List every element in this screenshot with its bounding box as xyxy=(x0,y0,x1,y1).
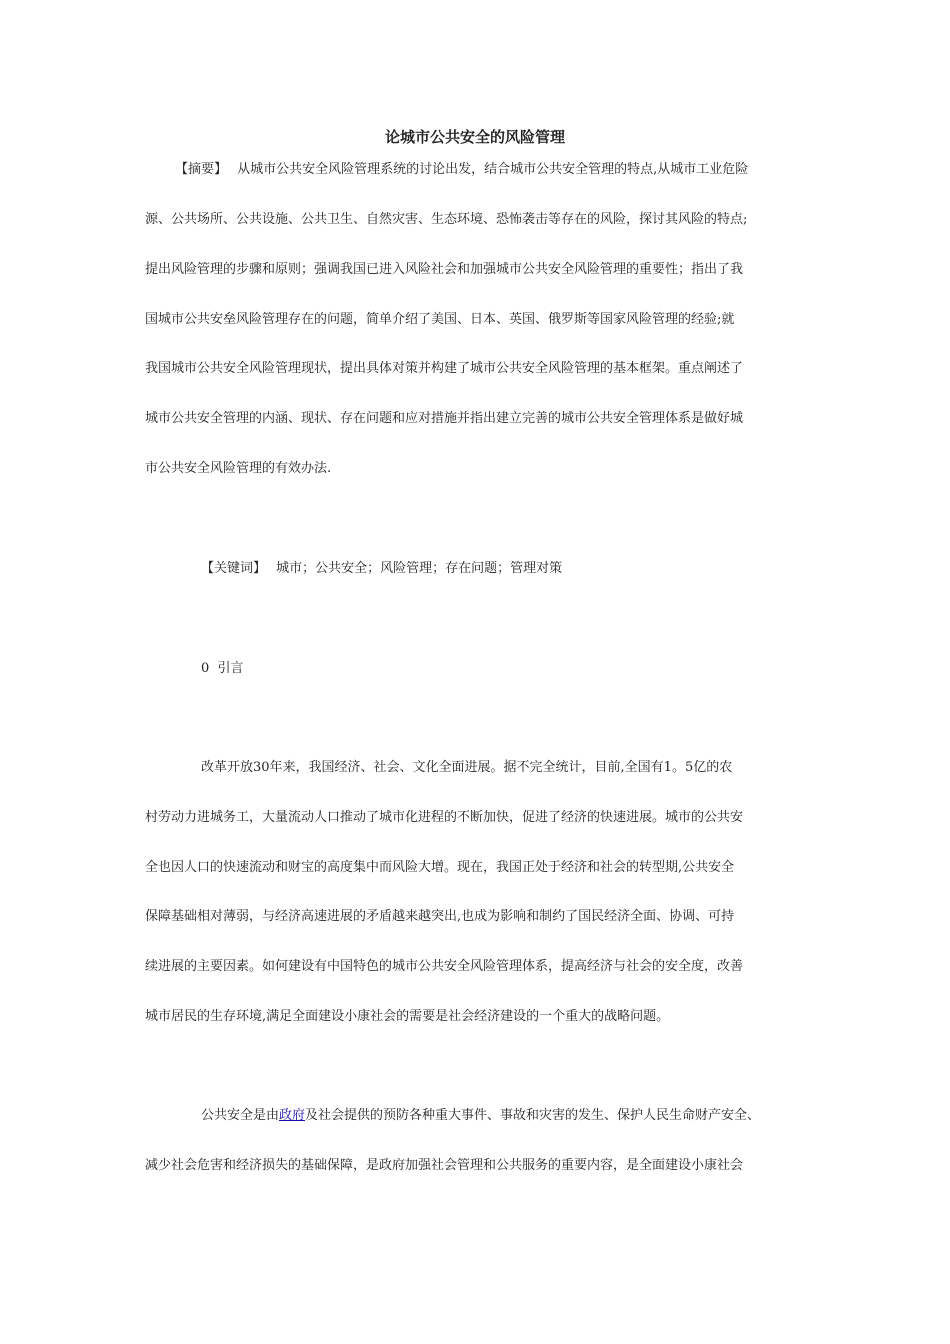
section-heading: 0 引言 xyxy=(201,661,244,676)
paragraph-2-text-before: 公共安全是由 xyxy=(201,1108,280,1123)
paragraph-1-line-6: 城市居民的生存环境,满足全面建设小康社会的需要是社会经济建设的一个重大的战略问题。 xyxy=(145,1009,670,1024)
abstract-line-2: 源、公共场所、公共设施、公共卫生、自然灾害、生态环境、恐怖袭击等存在的风险，探讨其风险的特点; xyxy=(145,212,748,227)
abstract-label: 【摘要】 xyxy=(175,162,228,177)
abstract-line-4: 国城市公共安垒风险管理存在的问题，简单介绍了美国、日本、英国、俄罗斯等国家风险管理的经验;就 xyxy=(145,312,735,327)
abstract-line-1 xyxy=(175,161,825,179)
paragraph-1-line-3: 全也因人口的快速流动和财宝的高度集中而风险大增。现在，我国正处于经济和社会的转型期,公共安全 xyxy=(145,860,735,875)
government-link[interactable]: 政府 xyxy=(279,1108,306,1123)
abstract-line-7: 市公共安全风险管理的有效办法. xyxy=(145,461,332,476)
abstract-line-5: 我国城市公共安全风险管理现状，提出具体对策并构建了城市公共安全风险管理的基本框架。重点阐述了 xyxy=(145,361,744,376)
keywords-line xyxy=(201,560,821,578)
keywords-text: 城市；公共安全；风险管理；存在问题；管理对策 xyxy=(276,561,563,576)
document-title: 论城市公共安全的风险管理 xyxy=(384,128,565,146)
abstract-line-6: 城市公共安全管理的内涵、现状、存在问题和应对措施并指出建立完善的城市公共安全管理体系是做好城 xyxy=(145,411,744,426)
paragraph-2-text-after: 及社会提供的预防各种重大事件、事故和灾害的发生、保护人民生命财产安全、 xyxy=(305,1108,761,1123)
paragraph-1-line-4: 保障基础相对薄弱，与经济高速进展的矛盾越来越突出,也成为影响和制约了国民经济全面、协调、可持 xyxy=(145,909,735,924)
paragraph-1-line-5: 续进展的主要因素。如何建设有中国特色的城市公共安全风险管理体系，提高经济与社会的安全度，改善 xyxy=(145,959,744,974)
abstract-line-3: 提出风险管理的步骤和原则；强调我国已进入风险社会和加强城市公共安全风险管理的重要性；指出了我 xyxy=(145,262,744,277)
paragraph-1-line-2: 村劳动力进城务工，大量流动人口推动了城市化进程的不断加快，促进了经济的快速进展。城市的公共安 xyxy=(145,810,744,825)
paragraph-2-line-2: 减少社会危害和经济损失的基础保障，是政府加强社会管理和公共服务的重要内容，是全面建设小康社会 xyxy=(145,1158,744,1173)
keywords-label: 【关键词】 xyxy=(201,561,267,576)
abstract-text: 从城市公共安全风险管理系统的讨论出发，结合城市公共安全管理的特点,从城市工业危险 xyxy=(237,162,749,177)
paragraph-2-line-1 xyxy=(201,1107,821,1125)
paragraph-1-line-1: 改革开放30年来，我国经济、社会、文化全面进展。据不完全统计，目前,全国有1。5亿的农 xyxy=(201,760,733,775)
